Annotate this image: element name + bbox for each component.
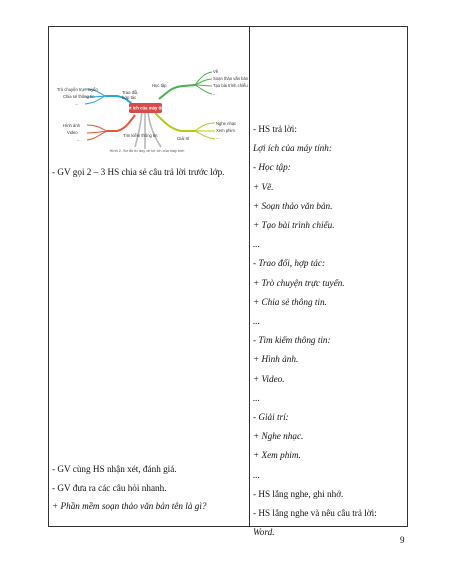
mindmap-figure — [49, 53, 249, 153]
branch-tim-kiem — [107, 115, 135, 131]
answer-line: + Trò chuyện trực tuyến. — [253, 277, 345, 288]
giai-tri-item-1: Nghe nhạc — [216, 121, 237, 126]
hoc-tap-item-3: Tạo bài trình chiếu — [213, 83, 248, 88]
label-tim-kiem: Tìm kiếm thông tin — [123, 133, 158, 138]
answer-line: + Soạn thảo văn bản. — [253, 200, 333, 211]
answer-line: + Tạo bài trình chiếu. — [253, 220, 335, 230]
trao-doi-item-1: Trò chuyện trực tuyến — [57, 87, 98, 92]
answer-line: + Xem phim. — [253, 450, 301, 461]
gv-nhan-xet-text: - GV cùng HS nhận xét, đánh giá. — [52, 464, 177, 474]
label-trao-doi-2: hợp tác — [122, 95, 137, 100]
answer-line: + Chia sẻ thông tin. — [253, 296, 327, 307]
mindmap-caption: Hình 2. Sơ đồ tư duy về lợi ích của máy tính — [109, 149, 185, 153]
question-text: + Phần mềm soạn thảo văn bản tên là gì? — [52, 501, 207, 511]
page-number: 9 — [400, 535, 405, 545]
answer-line: Lợi ích của máy tính: — [253, 143, 332, 154]
branch-giai-tri — [155, 113, 195, 131]
label-trao-doi-1: Trao đổi, — [122, 90, 139, 95]
hoc-tap-item-1: Vẽ — [213, 69, 219, 74]
answer-line: + Nghe nhạc. — [253, 431, 304, 442]
answer-line: ... — [253, 239, 260, 250]
answer-line: - Trao đổi, hợp tác: — [253, 258, 326, 269]
mindmap-trunk — [135, 111, 161, 149]
gv-dua-ra-text: - GV đưa ra các câu hỏi nhanh. — [52, 483, 167, 493]
answer-line: Word. — [253, 527, 275, 538]
answer-line: + Video. — [253, 373, 285, 384]
answer-line: - HS lắng nghe và nêu câu trả lời: — [253, 508, 377, 518]
answer-line: ... — [253, 392, 260, 403]
answer-line: - Giải trí: — [253, 412, 289, 422]
answer-line: ... — [253, 469, 260, 480]
teacher-column — [49, 27, 249, 526]
answer-line: - HS lắng nghe, ghi nhớ. — [253, 488, 344, 499]
trao-doi-item-2: Chia sẻ thông tin — [63, 94, 95, 99]
trao-doi-item-3: ... — [75, 101, 79, 106]
label-hoc-tap: Học tập — [152, 83, 167, 88]
lesson-table — [48, 26, 408, 538]
giai-tri-item-2: Xem phim — [216, 128, 235, 133]
gv-goi-text: - GV gọi 2 – 3 HS chia sẻ câu trả lời trước lớp. — [52, 167, 225, 177]
label-giai-tri: Giải trí — [177, 136, 190, 141]
hoc-tap-item-2: Soạn thảo văn bản — [213, 76, 249, 81]
giai-tri-item-3: ... — [216, 135, 220, 140]
hoc-tap-item-4: ... — [213, 91, 217, 96]
answer-line: + Vẽ. — [253, 181, 274, 192]
tim-kiem-item-1: Hình ảnh — [63, 123, 80, 128]
answer-line: - Tìm kiếm thông tin: — [253, 335, 331, 346]
student-column — [250, 27, 408, 538]
answer-line: + Hình ảnh. — [253, 354, 299, 365]
tim-kiem-item-2: Video — [67, 130, 78, 135]
answer-line: - HS trả lời: — [253, 124, 297, 134]
tim-kiem-item-3: ... — [77, 137, 81, 142]
answer-line: ... — [253, 316, 260, 326]
mindmap-center-label: Lợi ích của máy tính — [124, 105, 167, 111]
answer-line: - Học tập: — [253, 162, 291, 173]
